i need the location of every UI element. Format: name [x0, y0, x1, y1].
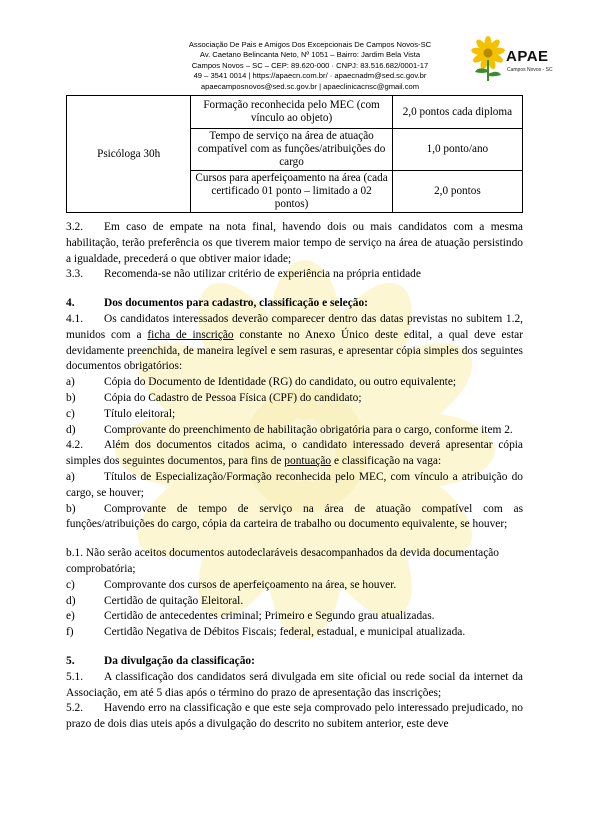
header-line-org: Associação De Pais e Amigos Dos Excepcionais De Campos Novos-SC: [188, 40, 432, 49]
list-item: [66, 407, 523, 423]
list-text: Comprovante do preenchimento de habilitação obrigatória para o cargo, conforme item 2.: [104, 423, 513, 436]
item-number: 5.1.: [66, 670, 84, 683]
list-item: [66, 423, 523, 439]
list-text: Cópia do Documento de Identidade (RG) do candidato, ou outro equivalente;: [104, 376, 457, 389]
paragraph-b-1: b.1. Não serão aceitos documentos autodeclaráveis desacompanhados da devida documentação comprobatória;: [66, 547, 499, 575]
scoring-table: [66, 95, 523, 213]
letterhead: [160, 40, 460, 92]
item-number: 3.3.: [66, 268, 84, 281]
table-points-cell: 1,0 ponto/ano: [392, 129, 522, 171]
logo-wordmark: APAE: [506, 48, 549, 65]
list-text: Certidão de antecedentes criminal; Primeiro e Segundo grau atualizadas.: [104, 610, 435, 623]
table-criterion-cell: Formação reconhecida pelo MEC (com vínculo ao objeto): [191, 96, 393, 129]
header-line-contact: 49 – 3541 0014 | https://apaecn.com.br/ · apaecnadm@sed.sc.gov.br: [193, 71, 427, 81]
list-marker: b): [66, 502, 76, 515]
list-marker: c): [66, 407, 75, 420]
paragraph-text: Havendo erro na classificação e que este seja comprovado pelo interessado prejudicado, no prazo de dois dias uteis após a divulgação do descrito no subitem anterior, este deve: [66, 702, 523, 731]
paragraph-4-2: [66, 438, 523, 470]
apae-logo: [470, 36, 575, 88]
list-text: Comprovante de tempo de serviço na área de atuação compatível com as funções/atribuições do cargo, cópia da carteira de trabalho ou documento equivalente, se houver;: [66, 502, 523, 531]
paragraph-3-3: [66, 267, 523, 283]
list-text: Cópia do Cadastro de Pessoa Física (CPF) do candidato;: [104, 391, 362, 404]
header-line-address: Av. Caetano Belincanta Neto, Nº 1051 – Bairro: Jardim Bela Vista: [199, 50, 421, 60]
list-marker: e): [66, 610, 75, 623]
table-points-cell: 2,0 pontos cada diploma: [392, 96, 522, 129]
flower-icon: [470, 36, 506, 84]
list-marker: f): [66, 626, 74, 639]
table-role-cell: Psicóloga 30h: [67, 96, 191, 213]
list-marker: a): [66, 376, 75, 389]
section-5-heading: [66, 654, 523, 670]
list-item: [66, 594, 523, 610]
list-marker: d): [66, 423, 76, 436]
list-text: Títulos de Especialização/Formação reconhecida pelo MEC, com vínculo a atribuição do cargo, se houver;: [66, 470, 523, 499]
item-number: 5.2.: [66, 702, 84, 715]
section-title: Dos documentos para cadastro, classificação e seleção:: [104, 297, 368, 310]
list-marker: b): [66, 391, 76, 404]
paragraph-4-1: [66, 312, 523, 375]
list-item: [66, 375, 523, 391]
section-number: 4.: [66, 297, 75, 310]
list-item: [66, 470, 523, 502]
item-number: 4.2.: [66, 439, 84, 452]
list-text: Certidão Negativa de Débitos Fiscais; federal, estadual, e municipal atualizada.: [104, 626, 466, 639]
table-points-cell: 2,0 pontos: [392, 171, 522, 213]
paragraph-text: e classificação na vaga:: [331, 455, 442, 468]
paragraph-text: Além dos documentos citados acima, o candidato interessado deverá apresentar cópia simples dos seguintes documentos, para fins de: [66, 439, 523, 468]
list-item: [66, 625, 523, 641]
list-text: Comprovante dos cursos de aperfeiçoamento na área, se houver.: [104, 578, 397, 591]
header-line-emails: apaecamposnovos@sed.sc.gov.br | apaeclinicacnsc@gmail.com: [200, 81, 420, 91]
paragraph-text: A classificação dos candidatos será divulgada em site oficial ou rede social da internet da Associação, em até 5 dias após o término do prazo de apresentação das inscrições;: [66, 670, 523, 699]
list-item: [66, 502, 523, 534]
list-text: Título eleitoral;: [104, 407, 176, 420]
list-marker: c): [66, 578, 75, 591]
paragraph-5-2: [66, 701, 523, 733]
logo-subtitle: Campos Novos - SC: [507, 67, 553, 73]
underlined-term: pontuação: [284, 455, 332, 468]
list-marker: a): [66, 470, 75, 483]
paragraph-5-1: [66, 670, 523, 702]
item-number: 4.1.: [66, 312, 84, 325]
section-number: 5.: [66, 654, 75, 667]
paragraph-text: Recomenda-se não utilizar critério de experiência na própria entidade: [104, 268, 421, 281]
list-item: [66, 391, 523, 407]
list-text: Certidão de quitação Eleitoral.: [104, 594, 244, 607]
section-title: Da divulgação da classificação:: [104, 654, 255, 667]
list-item: [66, 578, 523, 594]
table-row: [67, 96, 523, 129]
paragraph-3-2: [66, 220, 523, 267]
paragraph-text: constante no Anexo Único deste edital, a qual deve estar devidamente preenchida, de maneira legível e sem rasuras, e apresentar cópia simples dos seguintes documentos obrigatórios:: [66, 328, 523, 373]
paragraph-text: Em caso de empate na nota final, havendo dois ou mais candidatos com a mesma habilitação, terão preferência os que tiverem maior tempo de serviço na área de atuação persistindo a igualdade, precederá o que obtiver maior idade;: [66, 221, 523, 265]
list-item: [66, 609, 523, 625]
paragraph-text: Os candidatos interessados deverão comparecer dentro das datas previstas no subitem 1.2, munidos com a: [66, 312, 523, 341]
list-marker: d): [66, 594, 76, 607]
item-number: 3.2.: [66, 221, 84, 233]
header-line-city: Campos Novos – SC – CEP: 89.620-000 · CNPJ: 83.516.682/0001-17: [191, 60, 429, 70]
table-criterion-cell: Cursos para aperfeiçoamento na área (cada certificado 01 ponto – limitado a 02 pontos): [191, 171, 393, 213]
section-4-heading: [66, 296, 523, 312]
underlined-term: ficha de inscrição: [147, 328, 234, 341]
table-criterion-cell: Tempo de serviço na área de atuação compatível com as funções/atribuições do cargo: [191, 129, 393, 171]
document-body: [66, 220, 523, 733]
